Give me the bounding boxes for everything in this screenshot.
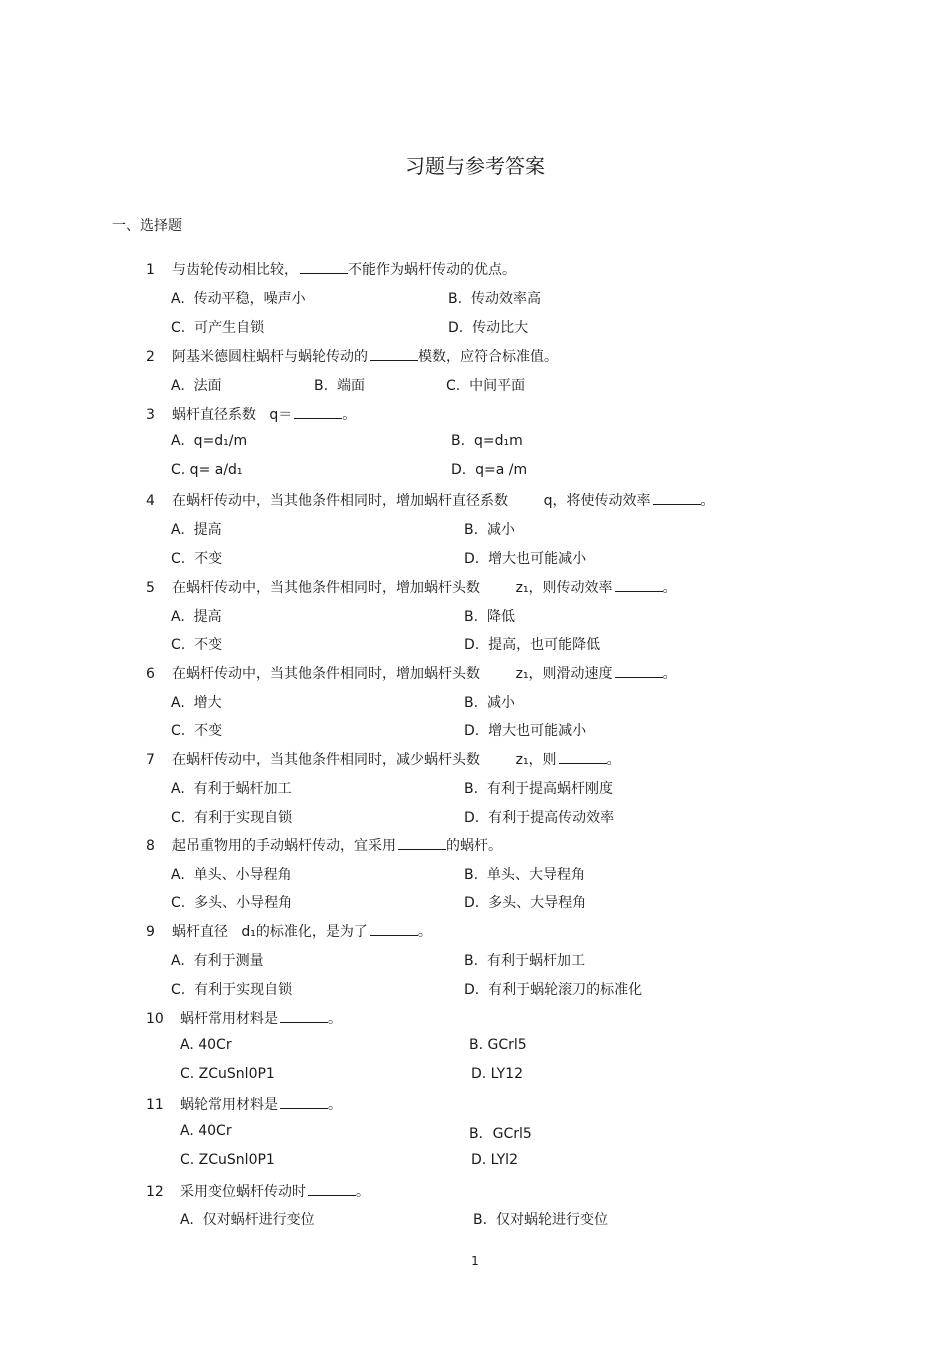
option-a: A. 传动平稳，噪声小 bbox=[171, 291, 306, 307]
question-text: 在蜗杆传动中，当其他条件相同时，增加蜗杆头数 z₁，则滑动速度 bbox=[172, 666, 613, 682]
question-text: 阿基米德圆柱蜗杆与蜗轮传动的 bbox=[172, 349, 368, 365]
option-b: B. 单头、大导程角 bbox=[464, 867, 585, 883]
question-number: 4 bbox=[146, 493, 155, 509]
option-c: C. 有利于实现自锁 bbox=[171, 810, 293, 826]
question-number: 8 bbox=[146, 838, 155, 854]
answer-blank bbox=[559, 751, 607, 764]
option-c: C. 不变 bbox=[171, 723, 223, 739]
question-text-end: 。 bbox=[700, 493, 715, 509]
question-number: 11 bbox=[146, 1097, 164, 1113]
question-text: 起吊重物用的手动蜗杆传动，宜采用 bbox=[172, 838, 396, 854]
answer-blank bbox=[370, 923, 418, 936]
question-text-end: 。 bbox=[662, 580, 677, 596]
answer-blank bbox=[308, 1183, 356, 1196]
answer-blank bbox=[398, 837, 446, 850]
question-text: 蜗轮常用材料是 bbox=[180, 1097, 278, 1113]
question-text-end: 的蜗杆。 bbox=[446, 838, 502, 854]
option-a: A. 40Cr bbox=[180, 1037, 232, 1053]
option-b: B. 有利于蜗杆加工 bbox=[464, 953, 585, 969]
question-text: 在蜗杆传动中，当其他条件相同时，减少蜗杆头数 z₁，则 bbox=[172, 752, 557, 768]
question-8 bbox=[146, 835, 502, 855]
question-text: 与齿轮传动相比较， bbox=[172, 262, 298, 278]
question-text-end: 不能作为蜗杆传动的优点。 bbox=[348, 262, 516, 278]
option-b: B. 减小 bbox=[464, 522, 515, 538]
option-c: C. ZCuSnl0P1 bbox=[180, 1152, 275, 1168]
option-a: A. 法面 bbox=[171, 378, 222, 394]
question-text-end: 。 bbox=[356, 1184, 370, 1200]
answer-blank bbox=[294, 406, 342, 419]
option-b: B. 端面 bbox=[314, 378, 365, 394]
question-text-end: 。 bbox=[328, 1011, 342, 1027]
question-text-end: 。 bbox=[606, 752, 621, 768]
option-c: C. 可产生自锁 bbox=[171, 320, 265, 336]
option-c: C. 中间平面 bbox=[446, 378, 526, 394]
question-text: 在蜗杆传动中，当其他条件相同时，增加蜗杆直径系数 q，将使传动效率 bbox=[172, 493, 651, 509]
question-10 bbox=[146, 1008, 342, 1028]
question-text: 蜗杆直径 d₁的标准化，是为了 bbox=[172, 924, 368, 940]
option-a: A. 40Cr bbox=[180, 1123, 232, 1139]
question-text-end: 。 bbox=[662, 666, 677, 682]
option-c: C. 不变 bbox=[171, 551, 223, 567]
option-c: C. 不变 bbox=[171, 637, 223, 653]
option-b: B. 减小 bbox=[464, 695, 515, 711]
question-number: 3 bbox=[146, 407, 155, 423]
option-b: B. q=d₁m bbox=[451, 433, 523, 449]
option-a: A. 增大 bbox=[171, 695, 222, 711]
question-text: 蜗杆常用材料是 bbox=[180, 1011, 278, 1027]
option-a: A. 提高 bbox=[171, 609, 222, 625]
question-text: 在蜗杆传动中，当其他条件相同时，增加蜗杆头数 z₁，则传动效率 bbox=[172, 580, 613, 596]
answer-blank bbox=[280, 1010, 328, 1023]
question-text: 蜗杆直径系数 q＝ bbox=[172, 407, 293, 423]
question-1 bbox=[146, 259, 516, 279]
option-d: D. 增大也可能减小 bbox=[464, 723, 587, 739]
question-number: 7 bbox=[146, 752, 155, 768]
option-d: D. 增大也可能减小 bbox=[464, 551, 587, 567]
question-4 bbox=[146, 490, 715, 510]
question-3 bbox=[146, 404, 356, 424]
option-a: A. 有利于测量 bbox=[171, 953, 264, 969]
question-text-end: 。 bbox=[328, 1097, 342, 1113]
question-number: 6 bbox=[146, 666, 155, 682]
question-5 bbox=[146, 577, 677, 597]
option-c: C. q= a/d₁ bbox=[171, 462, 243, 478]
question-number: 10 bbox=[146, 1011, 164, 1027]
question-text-end: 模数，应符合标准值。 bbox=[418, 349, 558, 365]
option-d: D. q=a /m bbox=[451, 462, 528, 478]
page-number: 1 bbox=[471, 1254, 479, 1268]
option-a: A. 单头、小导程角 bbox=[171, 867, 292, 883]
question-6 bbox=[146, 663, 677, 683]
answer-blank bbox=[370, 348, 418, 361]
question-12 bbox=[146, 1181, 370, 1201]
question-number: 9 bbox=[146, 924, 155, 940]
option-d: D. 多头、大导程角 bbox=[464, 895, 587, 911]
option-c: C. ZCuSnl0P1 bbox=[180, 1066, 275, 1082]
question-text: 采用变位蜗杆传动时 bbox=[180, 1184, 306, 1200]
option-c: C. 有利于实现自锁 bbox=[171, 982, 293, 998]
answer-blank bbox=[615, 665, 663, 678]
option-a: A. 有利于蜗杆加工 bbox=[171, 781, 292, 797]
question-text-end: 。 bbox=[417, 924, 432, 940]
option-d: D. LYl2 bbox=[471, 1152, 518, 1168]
question-2 bbox=[146, 346, 558, 366]
answer-blank bbox=[280, 1096, 328, 1109]
question-number: 1 bbox=[146, 262, 155, 278]
option-a: A. 提高 bbox=[171, 522, 222, 538]
option-b: B. 仅对蜗轮进行变位 bbox=[473, 1212, 608, 1228]
question-number: 5 bbox=[146, 580, 155, 596]
option-b: B．GCrl5 bbox=[469, 1126, 532, 1142]
question-11 bbox=[146, 1094, 342, 1114]
option-b: B. 有利于提高蜗杆刚度 bbox=[464, 781, 613, 797]
section-heading: 一、选择题 bbox=[112, 218, 182, 234]
question-text-end: 。 bbox=[342, 407, 357, 423]
option-d: D. 有利于蜗轮滚刀的标准化 bbox=[464, 982, 643, 998]
option-d: D. LY12 bbox=[471, 1066, 523, 1082]
answer-blank bbox=[615, 579, 663, 592]
document-title: 习题与参考答案 bbox=[405, 154, 545, 178]
option-d: D. 提高，也可能降低 bbox=[464, 637, 601, 653]
question-number: 2 bbox=[146, 349, 155, 365]
option-b: B. 传动效率高 bbox=[448, 291, 541, 307]
question-9 bbox=[146, 921, 432, 941]
answer-blank bbox=[300, 261, 348, 274]
option-b: B. 降低 bbox=[464, 609, 515, 625]
option-a: A. 仅对蜗杆进行变位 bbox=[180, 1212, 315, 1228]
question-number: 12 bbox=[146, 1184, 164, 1200]
option-d: D. 有利于提高传动效率 bbox=[464, 810, 615, 826]
question-7 bbox=[146, 749, 621, 769]
answer-blank bbox=[653, 492, 701, 505]
option-a: A. q=d₁/m bbox=[171, 433, 248, 449]
option-d: D. 传动比大 bbox=[448, 320, 529, 336]
option-c: C. 多头、小导程角 bbox=[171, 895, 293, 911]
option-b: B. GCrl5 bbox=[469, 1037, 527, 1053]
